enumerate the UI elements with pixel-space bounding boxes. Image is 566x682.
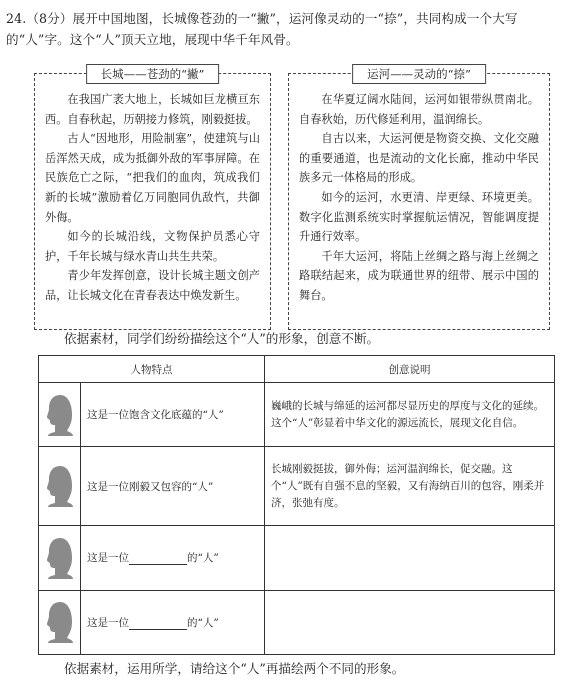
great-wall-paragraph: 在我国广袤大地上，长城如巨龙横亘东西。自春秋起，历朝接力修筑，刚毅挺拔。 xyxy=(45,93,260,126)
desc-cell-empty[interactable] xyxy=(265,590,555,654)
character-table xyxy=(38,355,555,655)
table-row xyxy=(39,590,555,654)
feature-prefix: 这是一位 xyxy=(87,616,129,629)
great-wall-material-box xyxy=(34,67,271,330)
table-row xyxy=(39,447,555,526)
answer-blank[interactable] xyxy=(129,617,187,630)
table-row xyxy=(39,383,555,447)
grand-canal-paragraph: 如今的运河，水更清、岸更绿、环境更美。数字化监测系统实时掌握航运情况，智能调度提升通行效率。 xyxy=(299,190,539,244)
great-wall-paragraph: 青少年发挥创意，设计长城主题文创产品，让长城文化在青春表达中焕发新生。 xyxy=(45,269,260,302)
head-silhouette-icon xyxy=(39,447,81,526)
feature-suffix: 的“人” xyxy=(187,616,219,629)
head-silhouette-icon xyxy=(39,526,81,590)
header-desc: 创意说明 xyxy=(265,356,555,383)
header-feature: 人物特点 xyxy=(39,356,265,383)
grand-canal-paragraph: 千年大运河，将陆上丝绸之路与海上丝绸之路联结起来，成为联通世界的纽带、展示中国的舞台。 xyxy=(299,249,539,302)
desc-cell-empty[interactable] xyxy=(265,526,555,590)
table-header-row xyxy=(39,356,555,383)
grand-canal-paragraph: 在华夏辽阔水陆间，运河如银带纵贯南北。自春秋始，历代修延利用，温润绵长。 xyxy=(299,93,539,126)
grand-canal-material-box xyxy=(288,67,550,330)
great-wall-box-title: 长城——苍劲的“撇” xyxy=(86,64,220,84)
head-silhouette-icon xyxy=(39,590,81,654)
desc-cell: 巍峨的长城与绵延的运河都尽显历史的厚度与文化的延续。这个“人”彰显着中华文化的源远流长，展现文化自信。 xyxy=(265,383,555,447)
desc-cell: 长城刚毅挺拔，御外侮；运河温润绵长，促交融。这个“人”既有自强不息的坚毅，又有海纳百川的包容，刚柔并济，张弛有度。 xyxy=(265,447,555,526)
grand-canal-paragraph: 自古以来，大运河便是物资交换、文化交融的重要通道，也是流动的文化长廊，推动中华民族多元一体格局的形成。 xyxy=(299,132,539,185)
feature-cell: 这是一位饱含文化底蕴的“人” xyxy=(81,383,265,447)
great-wall-paragraph: 古人“因地形，用险制塞”，使建筑与山岳浑然天成，成为抵御外敌的军事屏障。在民族危亡之际，“把我们的血肉，筑成我们新的长城”激励着亿万同胞同仇敌忾，共御外侮。 xyxy=(45,132,260,224)
feature-cell-blank xyxy=(81,590,265,654)
head-silhouette-icon xyxy=(39,383,81,447)
answer-blank[interactable] xyxy=(129,552,187,565)
feature-suffix: 的“人” xyxy=(187,552,219,565)
feature-cell-blank xyxy=(81,526,265,590)
great-wall-box-body xyxy=(45,90,260,306)
feature-cell: 这是一位刚毅又包容的“人” xyxy=(81,447,265,526)
prompt-creative-images: 依据素材，同学们纷纷描绘这个“人”的形象，创意不断。 xyxy=(64,331,380,346)
prompt-task: 依据素材，运用所学，请给这个“人”再描绘两个不同的形象。 xyxy=(64,661,405,676)
feature-prefix: 这是一位 xyxy=(87,552,129,565)
great-wall-paragraph: 如今的长城沿线，文物保护员悉心守护，千年长城与绿水青山共生共荣。 xyxy=(45,230,260,263)
question-text: 24.（8分）展开中国地图，长城像苍劲的一“撇”，运河像灵动的一“捺”，共同构成一个大写的“人”字。这个“人”顶天立地，展现中华千年风骨。 xyxy=(6,11,518,47)
grand-canal-box-body xyxy=(299,90,539,306)
table-row xyxy=(39,526,555,590)
grand-canal-box-title: 运河——灵动的“捺” xyxy=(352,64,486,84)
